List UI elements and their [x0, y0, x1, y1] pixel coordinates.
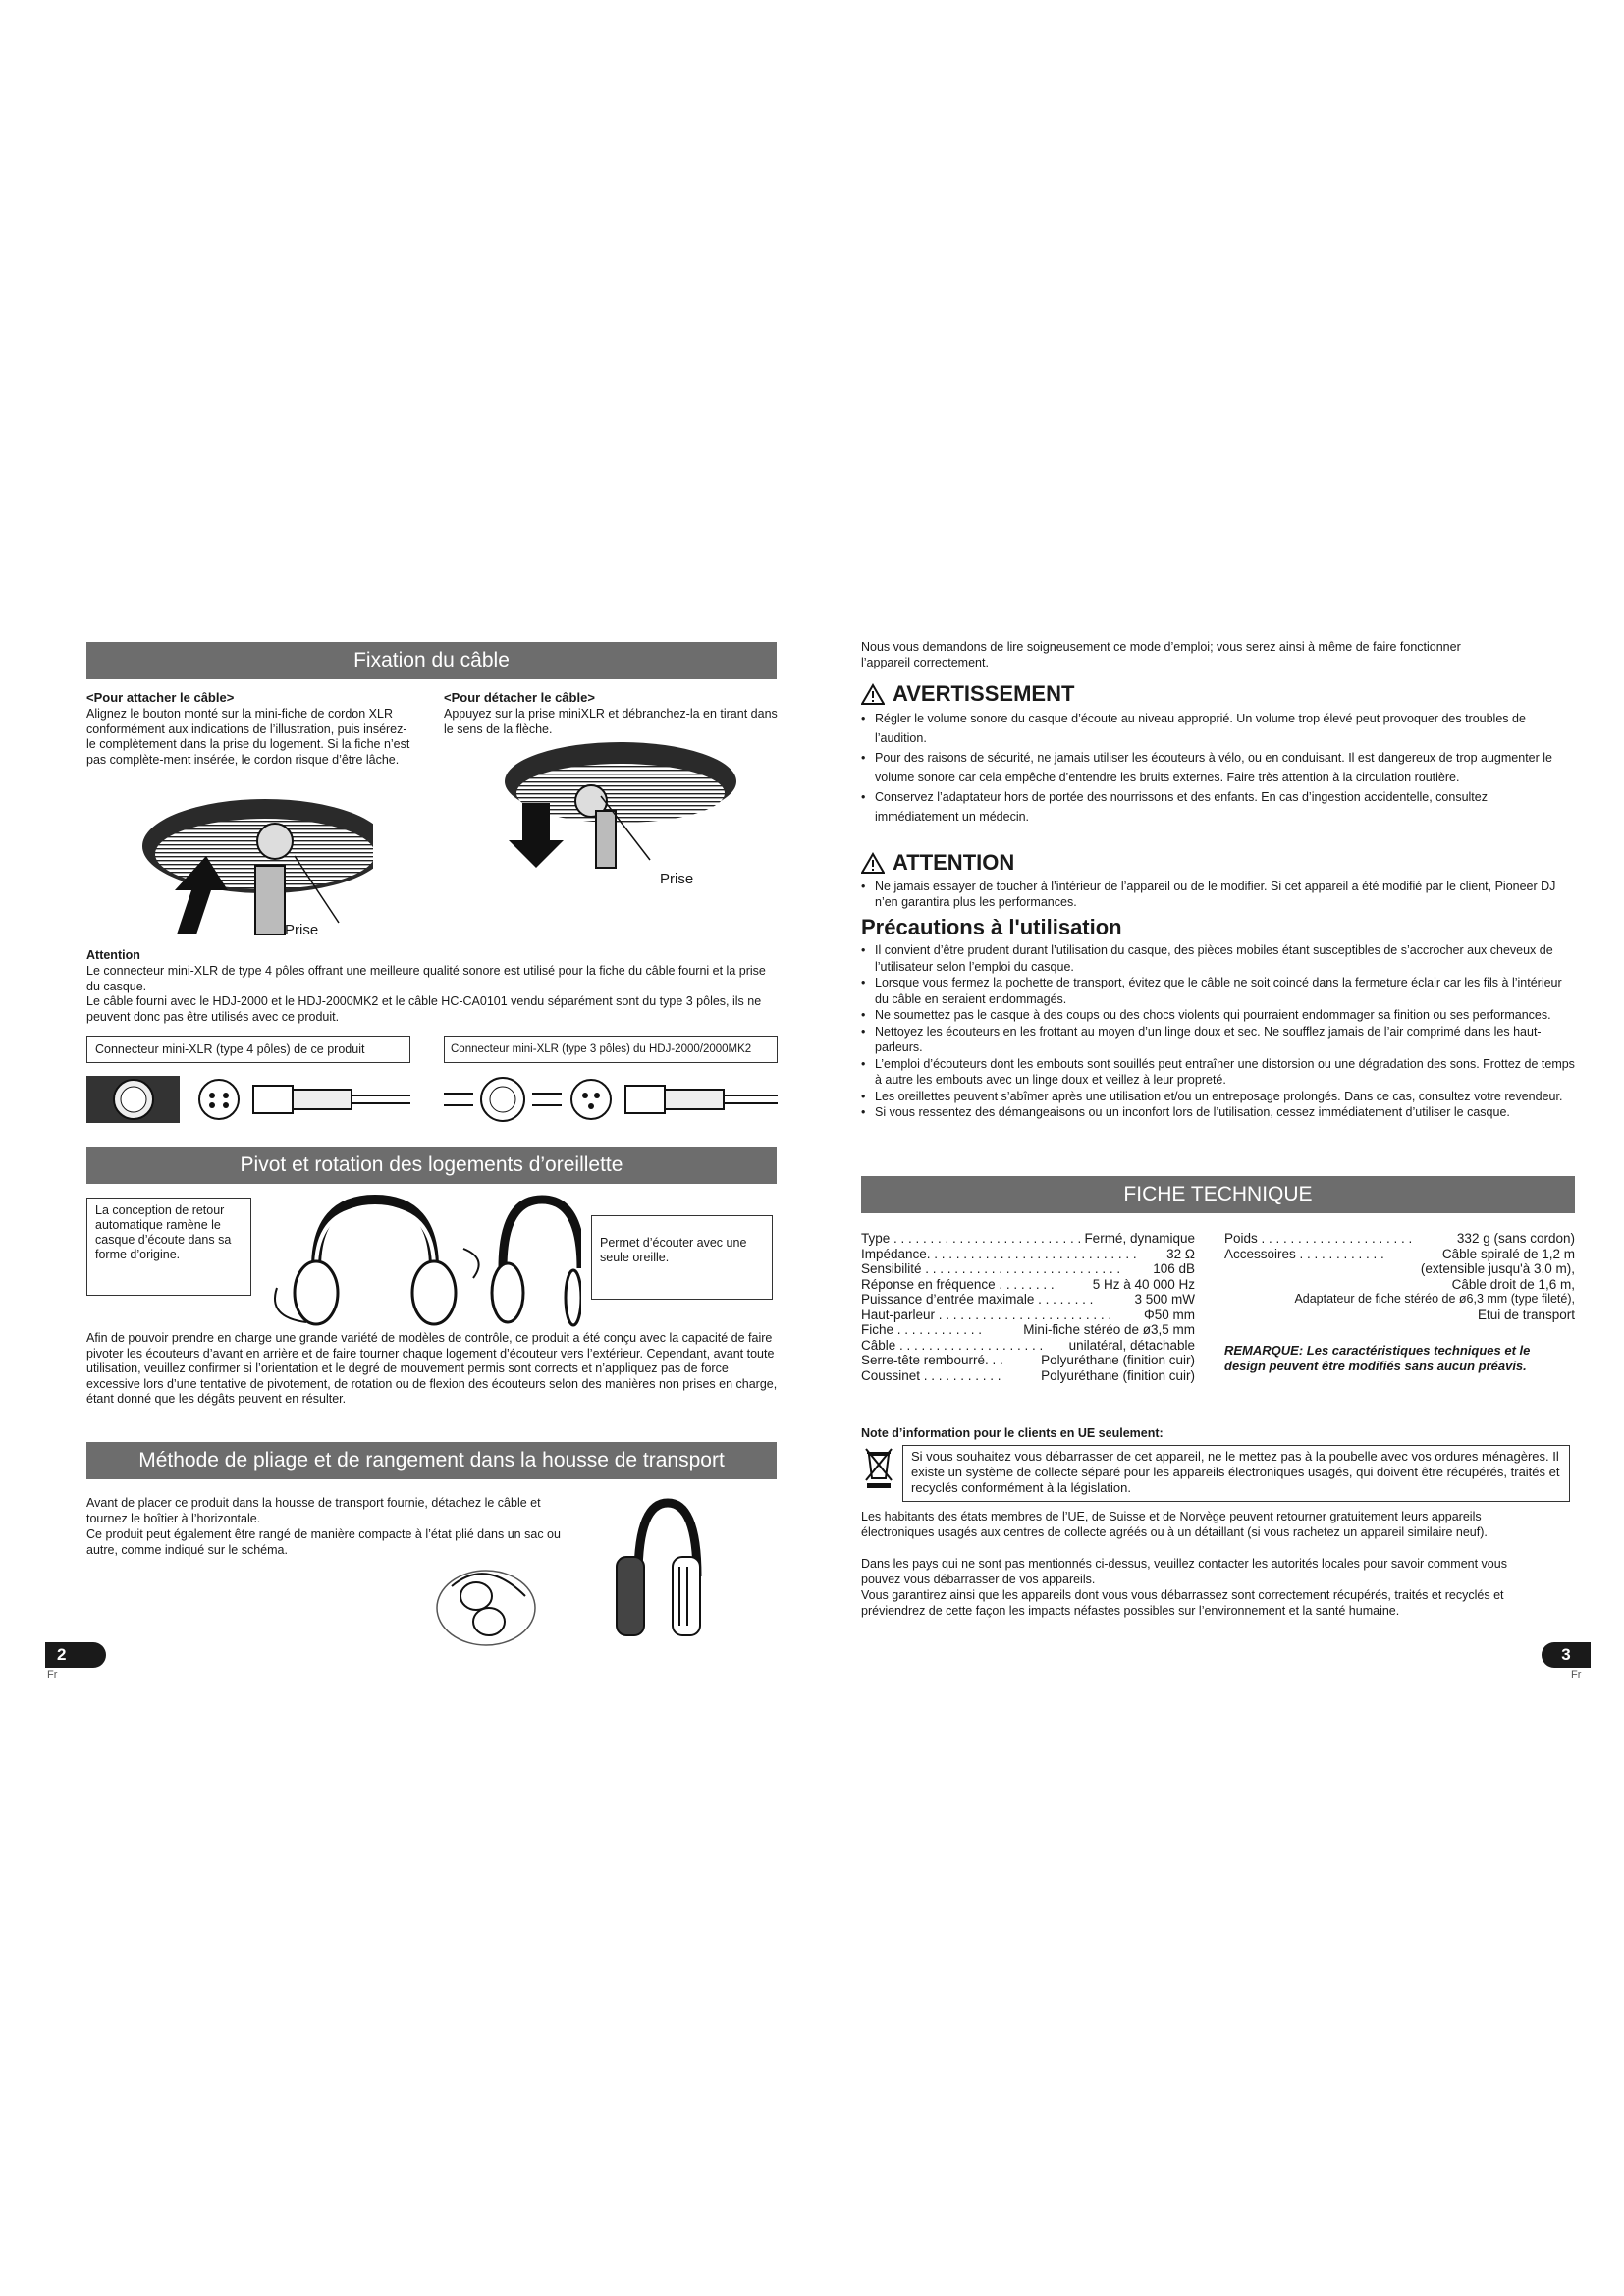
attention-heading: Attention: [86, 948, 140, 962]
prise-label-1: Prise: [285, 922, 319, 938]
attention-text-2: Le câble fourni avec le HDJ-2000 et le HDJ-2000MK2 et le câble HC-CA0101 vendu séparément sont du type 3 pôles, ils ne peuvent donc pas être utilisés avec ce produit.: [86, 994, 762, 1024]
detach-heading: <Pour détacher le câble>: [444, 690, 595, 705]
intro-text: Nous vous demandons de lire soigneusement ce mode d’emploi; vous serez ainsi à même de faire fonctionner l’appareil correctement.: [861, 640, 1461, 669]
pliage-body-2: Ce produit peut également être rangé de manière compacte à l’état plié dans un sac ou autre, comme indiqué sur le schéma.: [86, 1527, 561, 1557]
precaution-item: • Il convient d’être prudent durant l’utilisation du casque, des pièces mobiles étant susceptibles de s’accrocher aux cheveux de l’utilisateur selon l’emploi du casque.: [861, 942, 1576, 975]
attention-heading: ATTENTION: [861, 850, 1014, 876]
prise-label-2: Prise: [660, 871, 694, 887]
accessory-line: Etui de transport: [1477, 1307, 1575, 1322]
spec-row: Impédance. . . . . . . . . . . . . . . . . . . . . . . . . . . . . 32 Ω: [861, 1246, 1195, 1261]
connector-label-4pin: Connecteur mini-XLR (type 4 pôles) de ce produit: [86, 1036, 410, 1063]
spec-row: Sensibilité . . . . . . . . . . . . . . . . . . . . . . . . . . . 106 dB: [861, 1261, 1195, 1276]
right-page: [812, 0, 1624, 2296]
precaution-item: • L’emploi d’écouteurs dont les embouts sont souillés peut entraîner une distorsion ou une dégradation des sons. Frottez de temps à autre les embouts avec un linge doux et veillez à leur propreté.: [861, 1056, 1576, 1089]
spec-list-left: [861, 1231, 1195, 1383]
attach-illustration: [137, 797, 373, 944]
spec-row: Serre-tête rembourré. . . Polyuréthane (finition cuir): [861, 1353, 1195, 1367]
callout-left: La conception de retour automatique ramène le casque d’écoute dans sa forme d’origine.: [86, 1198, 251, 1296]
ue-heading: Note d’information pour le clients en UE seulement:: [861, 1426, 1164, 1440]
section-title-fiche: FICHE TECHNIQUE: [861, 1176, 1575, 1213]
ue-paragraph-2: Dans les pays qui ne sont pas mentionnés ci-dessus, veuillez contacter les autorités locales pour savoir comment vous pouvez vous débarrasser de vos appareils.: [861, 1557, 1507, 1586]
folding-illustration: [432, 1498, 707, 1655]
precautions-list: [861, 942, 1576, 1121]
attention-item: • Ne jamais essayer de toucher à l’intérieur de l’appareil ou de le modifier. Si cet appareil a été modifié par le client, Pioneer DJ n’en garantira plus les performances.: [861, 880, 1568, 910]
attention-list: [861, 880, 1568, 910]
avertissement-item: • Conservez l’adaptateur hors de portée des nourrissons et des enfants. En cas d’ingestion accidentelle, consultez immédiatement un médecin.: [861, 787, 1568, 827]
attach-heading: <Pour attacher le câble>: [86, 690, 235, 705]
precaution-item: • Si vous ressentez des démangeaisons ou un inconfort lors de l’utilisation, cessez immédiatement d’utiliser le casque.: [861, 1104, 1576, 1121]
pivot-body: Afin de pouvoir prendre en charge une grande variété de modèles de contrôle, ce produit a été conçu avec la capacité de faire pivoter les écouteurs d’avant en arrière et de faire tourner chaque logement d’écouteur vers l’extérieur. Cependant, avant toute utilisation, veuillez confirmer si l’orientation et le degré de mouvement permis sont corrects et n’appliquez pas de force excessive lors d’une tentative de pivotement, de rotation ou de flexion des écouteurs selon des manières non prises en charge, étant donné que les dégâts peuvent en résulter.: [86, 1331, 778, 1406]
spec-row: Haut-parleur . . . . . . . . . . . . . . . . . . . . . . . . Φ50 mm: [861, 1307, 1195, 1322]
ue-box: Si vous souhaitez vous débarrasser de cet appareil, ne le mettez pas à la poubelle avec vos ordures ménagères. Il existe un système de collecte séparé pour les appareils électroniques usagés, qui doivent être récupérés, traités et recyclés conformément à la législation.: [902, 1445, 1570, 1502]
weee-bin-icon: [863, 1447, 894, 1490]
precaution-item: • Ne soumettez pas le casque à des coups ou des chocs violents qui pourraient endommager sa finition ou ses performances.: [861, 1007, 1576, 1024]
page-number-left: 2: [45, 1642, 106, 1668]
avertissement-item: • Régler le volume sonore du casque d’écoute au niveau approprié. Un volume trop élevé peut provoquer des troubles de l’audition.: [861, 709, 1568, 748]
avertissement-item: • Pour des raisons de sécurité, ne jamais utiliser les écouteurs à vélo, ou en conduisant. Il est dangereux de trop augmenter le volume sonore car cela empêche d’entendre les bruits externes. Faire très attention à la circulation routière.: [861, 748, 1568, 787]
accessory-line: (extensible jusqu'à 3,0 m),: [1420, 1261, 1575, 1276]
lang-left: Fr: [47, 1669, 58, 1681]
connector-4pin-illustration: [86, 1072, 410, 1127]
spec-row: Coussinet . . . . . . . . . . . Polyuréthane (finition cuir): [861, 1367, 1195, 1383]
spec-row: Puissance d’entrée maximale . . . . . . . . 3 500 mW: [861, 1292, 1195, 1307]
precautions-heading: Précautions à l'utilisation: [861, 915, 1122, 939]
attach-text: Alignez le bouton monté sur la mini-fiche de cordon XLR conformément aux indications de l’illustration, puis insérez-le complètement dans la prise du logement. Si la fiche n’est pas complète-ment insérée, le cordon risque d’être lâche.: [86, 707, 410, 767]
spec-row: Fiche . . . . . . . . . . . . Mini-fiche stéréo de ø3,5 mm: [861, 1322, 1195, 1337]
spec-row-poids: Poids . . . . . . . . . . . . . . . . . . . . . 332 g (sans cordon): [1224, 1231, 1575, 1246]
avertissement-heading: AVERTISSEMENT: [861, 681, 1074, 707]
precaution-item: • Les oreillettes peuvent s’abîmer après une utilisation et/ou un entreposage prolongés. Dans ce cas, consultez votre revendeur.: [861, 1089, 1576, 1105]
spec-list-right: [1224, 1231, 1575, 1322]
section-title-pliage: Méthode de pliage et de rangement dans la housse de transport: [86, 1442, 777, 1479]
warning-triangle-icon: [861, 852, 885, 874]
ue-paragraph-3: Vous garantirez ainsi que les appareils dont vous vous débarrassez sont correctement récupérés, traités et recyclés et préviendrez de cette façon les impacts néfastes possibles sur l’environnement et la santé humaine.: [861, 1588, 1504, 1618]
avertissement-list: [861, 709, 1568, 827]
ue-paragraph-1: Les habitants des états membres de l’UE, de Suisse et de Norvège peuvent retourner gratuitement leurs appareils électroniques usagés aux centres de collecte agréés ou à un détaillant (si vous rachetez un appareil similaire neuf).: [861, 1510, 1488, 1539]
spec-row: Réponse en fréquence . . . . . . . . 5 Hz à 40 000 Hz: [861, 1276, 1195, 1292]
headphones-pivot-illustration: [257, 1190, 581, 1327]
attention-text-1: Le connecteur mini-XLR de type 4 pôles offrant une meilleure qualité sonore est utilisé pour la fiche du câble fourni et la prise du casque.: [86, 964, 766, 993]
accessory-line: Adaptateur de fiche stéréo de ø6,3 mm (type fileté),: [1294, 1292, 1575, 1306]
section-title-pivot: Pivot et rotation des logements d’oreillette: [86, 1147, 777, 1184]
pliage-body-1: Avant de placer ce produit dans la housse de transport fournie, détachez le câble et tournez le boîtier à l’horizontale.: [86, 1496, 541, 1525]
spec-row-accessoires: Accessoires . . . . . . . . . . . . Câble spiralé de 1,2 m: [1224, 1246, 1575, 1261]
remark-text: REMARQUE: Les caractéristiques techniques et le design peuvent être modifiés sans aucun préavis.: [1224, 1343, 1531, 1373]
callout-right: Permet d’écouter avec une seule oreille.: [591, 1215, 773, 1300]
lang-right: Fr: [1571, 1669, 1582, 1681]
page-number-right: 3: [1542, 1642, 1591, 1668]
accessory-line: Câble droit de 1,6 m,: [1451, 1276, 1575, 1292]
section-title-fixation: Fixation du câble: [86, 642, 777, 679]
detach-illustration: [503, 742, 738, 870]
warning-triangle-icon: [861, 683, 885, 705]
spec-row: Câble . . . . . . . . . . . . . . . . . . . . unilatéral, détachable: [861, 1337, 1195, 1353]
precaution-item: • Lorsque vous fermez la pochette de transport, évitez que le câble ne soit coincé dans la fermeture éclair car les fils à l’intérieur du câble en seraient endommagés.: [861, 975, 1576, 1007]
detach-text: Appuyez sur la prise miniXLR et débranchez-la en tirant dans le sens de la flèche.: [444, 707, 778, 736]
precaution-item: • Nettoyez les écouteurs en les frottant au moyen d’un linge doux et sec. Ne soufflez jamais de l’air comprimé dans les haut-parleurs.: [861, 1024, 1576, 1056]
spec-row: Type . . . . . . . . . . . . . . . . . . . . . . . . . . Fermé, dynamique: [861, 1231, 1195, 1246]
connector-3pin-illustration: [444, 1072, 778, 1127]
connector-label-3pin: Connecteur mini-XLR (type 3 pôles) du HDJ-2000/2000MK2: [444, 1036, 778, 1063]
